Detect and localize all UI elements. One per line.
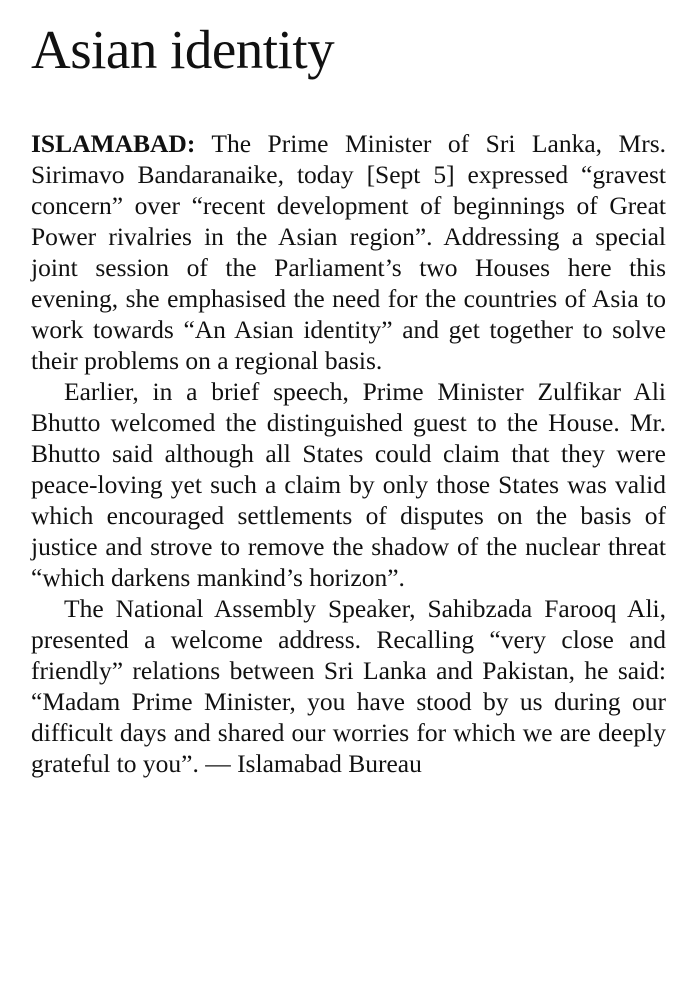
dateline: ISLAMABAD: <box>31 129 196 158</box>
paragraph-1 <box>31 128 666 376</box>
paragraph-2: Earlier, in a brief speech, Prime Minister Zulfikar Ali Bhutto welcomed the distinguished guest to the House. Mr. Bhutto said although all States could claim that they were peace-loving yet such a claim by only those States was valid which encouraged settlements of disputes on the basis of justice and strove to remove the shadow of the nuclear threat “which darkens mankind’s horizon”. <box>31 377 666 592</box>
article <box>31 18 666 779</box>
paragraph-1-text: The Prime Minister of Sri Lanka, Mrs. Sirimavo Bandaranaike, today [Sept 5] expressed “gravest concern” over “recent development of beginnings of Great Power rivalries in the Asian region”. Addressing a special joint session of the Parliament’s two Houses here this evening, she emphasised the need for the countries of Asia to work towards “An Asian identity” and get together to solve their problems on a regional basis. <box>31 129 666 375</box>
article-body <box>31 128 666 779</box>
headline: Asian identity <box>31 19 335 80</box>
paragraph-3: The National Assembly Speaker, Sahibzada Farooq Ali, presented a welcome address. Recalling “very close and friendly” relations between Sri Lanka and Pakistan, he said: “Madam Prime Minister, you have stood by us during our difficult days and shared our worries for which we are deeply grateful to you”. — Islamabad Bureau <box>31 594 666 778</box>
